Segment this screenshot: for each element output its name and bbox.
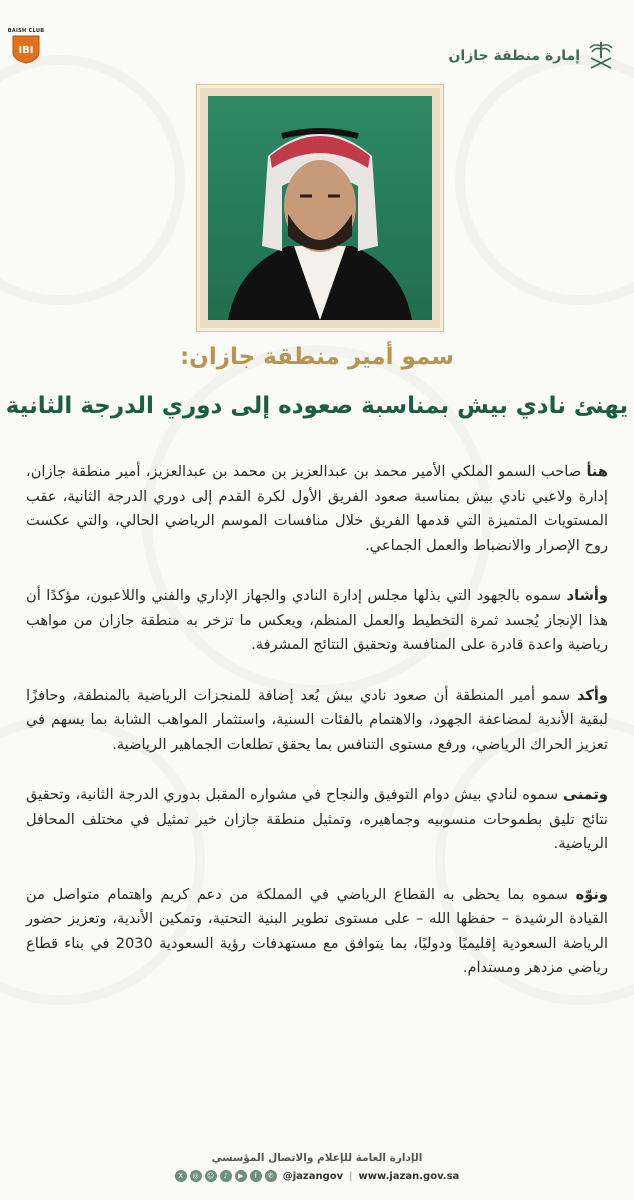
footer-org: الإدارة العامة للإعلام والاتصال المؤسسي xyxy=(211,1152,423,1164)
youtube-icon[interactable]: ▶ xyxy=(235,1170,247,1182)
paragraph-text: سموه بالجهود التي بذلها مجلس إدارة النادي والجهاز الإداري والفني واللاعبون، مؤكدًا أن هذا الإنجاز يُجسد ثمرة التخطيط والعمل المنظم، ويعكس ما تزخر به منطقة جازان من مواهب رياضية واعدة قادرة على المنافسة وتحقيق النتائج المشرفة. xyxy=(26,587,608,653)
portrait-frame xyxy=(197,85,443,331)
paragraph-lead: وتمنى xyxy=(562,786,608,803)
club-crest-icon xyxy=(10,34,42,64)
paragraph-lead: وأشاد xyxy=(566,587,608,604)
paragraph-2 xyxy=(26,584,608,658)
paragraph-3 xyxy=(26,684,608,758)
website-link[interactable]: www.jazan.gov.sa xyxy=(358,1170,460,1182)
tiktok-icon[interactable]: ♪ xyxy=(220,1170,232,1182)
paragraph-lead: وأكد xyxy=(577,686,608,704)
paragraph-4 xyxy=(26,783,608,857)
palm-swords-emblem-icon xyxy=(586,40,616,72)
gov-logo xyxy=(448,40,616,72)
paragraph-1 xyxy=(26,460,608,558)
club-name: BAISH CLUB xyxy=(7,28,45,34)
whatsapp-icon[interactable]: ✆ xyxy=(265,1170,277,1182)
x-icon[interactable]: X xyxy=(175,1170,187,1182)
club-initials: IBI xyxy=(18,45,34,56)
paragraph-text: صاحب السمو الملكي الأمير محمد بن عبدالعزيز بن محمد بن عبدالعزيز، أمير منطقة جازان، إدارة ولاعبي نادي بيش بمناسبة صعود الفريق الأول لكرة القدم إلى دوري الدرجة الثانية، عقب المستويات المتميزة التي قدمها الفريق خلال منافسات الموسم الرياضي الحالي، والتي عكست روح الإصرار والانضباط والعمل الجماعي. xyxy=(26,463,608,554)
article-body xyxy=(26,460,608,1007)
gov-logo-text: إمارة منطقة جازان xyxy=(448,48,580,64)
footer-contacts xyxy=(0,1170,634,1182)
footer xyxy=(0,1152,634,1182)
social-handle[interactable]: @jazangov xyxy=(282,1170,344,1182)
heading-subtitle: يهنئ نادي بيش بمناسبة صعوده إلى دوري الدرجة الثانية xyxy=(5,393,629,419)
club-logo xyxy=(6,28,46,68)
paragraph-text: سموه لنادي بيش دوام التوفيق والنجاح في مشواره المقبل بدوري الدرجة الثانية، وتحقيق نتائج تليق بطموحات منسوبيه وجماهيره، وتمثيل منطقة جازان خير تمثيل في مختلف المحافل الرياضية. xyxy=(26,786,608,852)
paragraph-5 xyxy=(26,883,608,981)
instagram-icon[interactable]: ◎ xyxy=(190,1170,202,1182)
portrait-illustration xyxy=(208,96,432,320)
paragraph-lead: ونوّه xyxy=(575,885,608,903)
paragraph-text: سمو أمير المنطقة أن صعود نادي بيش يُعد إضافة للمنجزات الرياضية بالمنطقة، وحافزًا لبقية الأندية لمضاعفة الجهود، والاهتمام بالفئات السنية، واستثمار المواهب الشابة بما يسهم في تعزيز الحراك الرياضي، ورفع مستوى التنافس بما يحقق تطلعات الجماهير الرياضية. xyxy=(26,686,608,753)
social-icons xyxy=(175,1170,277,1182)
portrait-photo xyxy=(208,96,432,320)
paragraph-text: سموه بما يحظى به القطاع الرياضي في المملكة من دعم كريم واهتمام متواصل من القيادة الرشيدة – حفظها الله – على مستوى تطوير البنية التحتية، وتمكين الأندية، وتعزيز حضور الرياضة السعودية إقليميًا ودوليًا، بما يتوافق مع مستهدفات رؤية السعودية 2030 في بناء قطاع رياضي مزدهر ومستدام. xyxy=(26,885,609,976)
footer-divider: | xyxy=(349,1170,353,1182)
facebook-icon[interactable]: f xyxy=(250,1170,262,1182)
heading-title: سمو أمير منطقة جازان: xyxy=(179,344,454,370)
paragraph-lead: هنأ xyxy=(586,463,608,480)
snapchat-icon[interactable]: ☺ xyxy=(205,1170,217,1182)
